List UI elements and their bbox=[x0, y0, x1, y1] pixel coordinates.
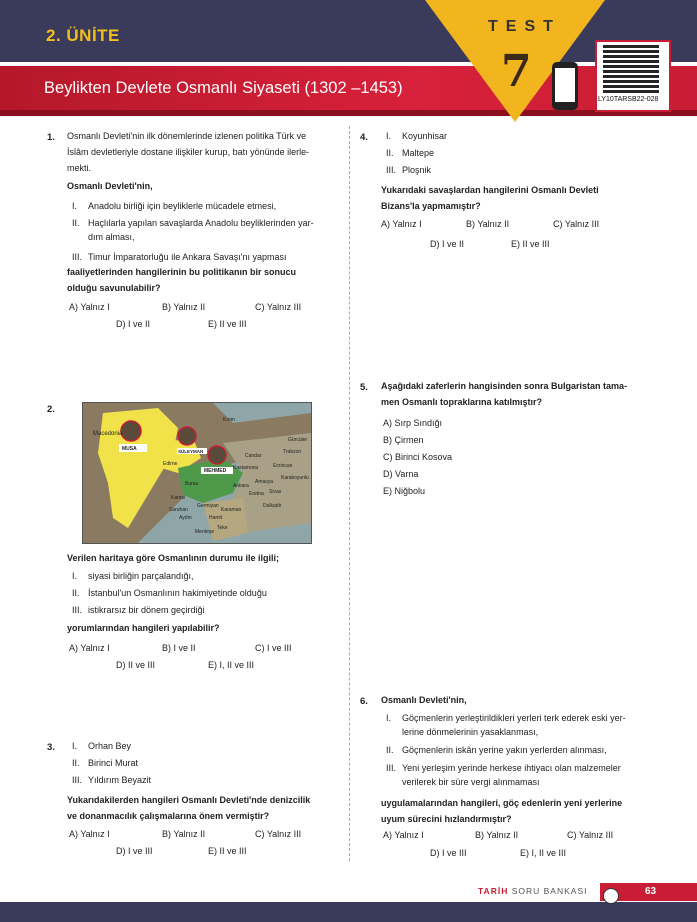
qr-code-icon[interactable] bbox=[603, 45, 659, 93]
map-label-kastamonu: Kastamonu bbox=[233, 465, 259, 471]
map-label-zulkadir: Dulkadir bbox=[263, 503, 282, 509]
q3-option-c[interactable]: C) Yalnız III bbox=[255, 829, 302, 839]
q4-option-c[interactable]: C) Yalnız III bbox=[553, 219, 600, 229]
q1-items: I. Anadolu birliği için beyliklerle mücadele etmesi, II. Haçlılarla yapılan savaşlarda Anadolu beyliklerinden yar- dım alması, III. Timur İmparatorluğu ile Ankara Savaşı'nı yapması bbox=[72, 201, 314, 262]
unit-label: 2. ÜNİTE bbox=[46, 26, 120, 45]
map-label-eratna: Eretna bbox=[249, 491, 264, 497]
q1-number: 1. bbox=[47, 132, 55, 143]
q6-items: I. Göçmenlerin yerleştirildikleri yerleri terk ederek eski yer- lerine dönmelerinin yasaklanması, II. Göçmenlerin iskân yerine yakın yerlerden alınması, III. Yeni yerleşim yerinde herkese ihtiyacı olan malzemeler verilerek bir süre vergi alınmaması bbox=[386, 713, 626, 787]
map-label-trabzon: Trabzon bbox=[283, 449, 302, 455]
q5-option-a[interactable]: A) Sırp Sındığı bbox=[383, 418, 443, 428]
q3-number: 3. bbox=[47, 742, 55, 753]
map-label-karakoyunlu: Karakoyunlu bbox=[281, 475, 309, 481]
phone-icon bbox=[552, 62, 578, 110]
q2-number: 2. bbox=[47, 404, 55, 415]
map-label-mehmed: MEHMED bbox=[204, 468, 227, 474]
q2-items: I. siyasi birliğin parçalandığı, II. İstanbul'un Osmanlının hakimiyetinde olduğu III. istikrarsız bir dönem geçirdiği bbox=[72, 571, 267, 615]
q4-option-e[interactable]: E) II ve III bbox=[511, 239, 550, 249]
test-label: TEST bbox=[488, 18, 561, 35]
qr-code-text: LY10TARSB22-028 bbox=[598, 96, 659, 103]
q1-option-e[interactable]: E) II ve III bbox=[208, 319, 247, 329]
q2-map bbox=[82, 402, 312, 544]
map-label-menteshe: Menteşe bbox=[195, 529, 215, 535]
page-number: 63 bbox=[645, 886, 657, 897]
q2-option-c[interactable]: C) I ve III bbox=[255, 643, 292, 653]
q5-number: 5. bbox=[360, 382, 368, 393]
q2-option-b[interactable]: B) I ve II bbox=[162, 643, 196, 653]
map-label-suleyman: SÜLEYMAN bbox=[178, 449, 204, 454]
map-label-karesi: Karesi bbox=[171, 495, 186, 501]
map-label-edirne: Edirne bbox=[163, 461, 178, 467]
map-label-gurculer: Gürcüler bbox=[288, 437, 308, 443]
q6-option-d[interactable]: D) I ve III bbox=[430, 848, 467, 858]
q4-items: I. Koyunhisar II. Maltepe III. Ploşnik bbox=[386, 131, 448, 175]
page-title: Beylikten Devlete Osmanlı Siyaseti (1302 –1453) bbox=[44, 79, 403, 97]
q2-option-d[interactable]: D) II ve III bbox=[116, 660, 156, 670]
test-number: 7 bbox=[501, 46, 532, 97]
q1-option-a[interactable]: A) Yalnız I bbox=[69, 302, 110, 312]
map-label-macedonia: Macedonia bbox=[93, 431, 123, 437]
q4-number: 4. bbox=[360, 132, 368, 143]
q1-lead: Osmanlı Devleti'nin, bbox=[67, 181, 153, 191]
q1-intro: Osmanlı Devleti'nin ilk dönemlerinde izlenen politika Türk ve İslâm devletleriyle dostane ilişkiler kurup, batı yönünde ilerle- mekti. bbox=[67, 131, 310, 173]
q5-option-c[interactable]: C) Birinci Kosova bbox=[383, 452, 453, 462]
map-label-amasya: Amasya bbox=[255, 479, 274, 485]
q3-option-a[interactable]: A) Yalnız I bbox=[69, 829, 110, 839]
q4-option-b[interactable]: B) Yalnız II bbox=[466, 219, 510, 229]
q6-option-e[interactable]: E) I, II ve III bbox=[520, 848, 567, 858]
q2-stem: Verilen haritaya göre Osmanlının durumu ile ilgili; bbox=[67, 553, 280, 563]
q2-option-e[interactable]: E) I, II ve III bbox=[208, 660, 255, 670]
map-label-kirim: Kırım bbox=[223, 417, 235, 423]
map-label-musa: MUSA bbox=[122, 446, 137, 452]
column-divider bbox=[349, 126, 350, 861]
q1-stem: faaliyetlerinden hangilerinin bu politikanın bir sonucu olduğu savunulabilir? bbox=[67, 267, 297, 293]
q2-option-a[interactable]: A) Yalnız I bbox=[69, 643, 110, 653]
q5-stem: Aşağıdaki zaferlerin hangisinden sonra Bulgaristan tama- men Osmanlı topraklarına katılmıştır? bbox=[381, 381, 628, 407]
q3-option-d[interactable]: D) I ve III bbox=[116, 846, 153, 856]
q3-stem: Yukarıdakilerden hangileri Osmanlı Devleti'nde denizcilik ve donanmacılık çalışmalarına önem vermiştir? bbox=[67, 795, 311, 821]
footer-brand: TARİH SORU BANKASI bbox=[478, 886, 588, 896]
q1-option-b[interactable]: B) Yalnız II bbox=[162, 302, 206, 312]
q4-option-a[interactable]: A) Yalnız I bbox=[381, 219, 422, 229]
map-label-sivas: Sivas bbox=[269, 489, 282, 495]
map-label-hamid: Hamit bbox=[209, 515, 223, 521]
q4-option-d[interactable]: D) I ve II bbox=[430, 239, 465, 249]
q1-option-c[interactable]: C) Yalnız III bbox=[255, 302, 302, 312]
q6-option-c[interactable]: C) Yalnız III bbox=[567, 830, 614, 840]
map-label-germiyan: Germiyan bbox=[197, 503, 219, 509]
map-label-karaman: Karaman bbox=[221, 507, 242, 513]
q4-stem: Yukarıdaki savaşlardan hangilerini Osmanlı Devleti Bizans'la yapmamıştır? bbox=[381, 185, 599, 211]
q6-stem: uygulamalarından hangileri, göç edenlerin yeni yerlerine uyum sürecini hızlandırmıştır? bbox=[381, 798, 623, 824]
q3-option-e[interactable]: E) II ve III bbox=[208, 846, 247, 856]
q5-option-b[interactable]: B) Çirmen bbox=[383, 435, 424, 445]
q2-question: yorumlarından hangileri yapılabilir? bbox=[67, 623, 220, 633]
map-label-bursa: Bursa bbox=[185, 481, 199, 487]
q6-option-a[interactable]: A) Yalnız I bbox=[383, 830, 424, 840]
q3-option-b[interactable]: B) Yalnız II bbox=[162, 829, 206, 839]
book-logo-icon bbox=[603, 888, 619, 904]
q5-option-d[interactable]: D) Varna bbox=[383, 469, 419, 479]
map-label-saruhan: Saruhan bbox=[169, 507, 188, 513]
q1-option-d[interactable]: D) I ve II bbox=[116, 319, 151, 329]
map-label-candar: Candar bbox=[245, 453, 262, 459]
q6-lead: Osmanlı Devleti'nin, bbox=[381, 695, 467, 705]
q3-items: I. Orhan Bey II. Birinci Murat III. Yıldırım Beyazit bbox=[72, 741, 152, 785]
q6-number: 6. bbox=[360, 696, 368, 707]
map-label-ankara: Ankara bbox=[233, 483, 249, 489]
q5-option-e[interactable]: E) Niğbolu bbox=[383, 486, 426, 496]
q6-option-b[interactable]: B) Yalnız II bbox=[475, 830, 519, 840]
map-label-teke: Teke bbox=[217, 525, 228, 531]
footer-band bbox=[0, 902, 697, 922]
map-label-aydin: Aydın bbox=[179, 515, 192, 521]
map-label-erzincan: Erzincan bbox=[273, 463, 293, 469]
